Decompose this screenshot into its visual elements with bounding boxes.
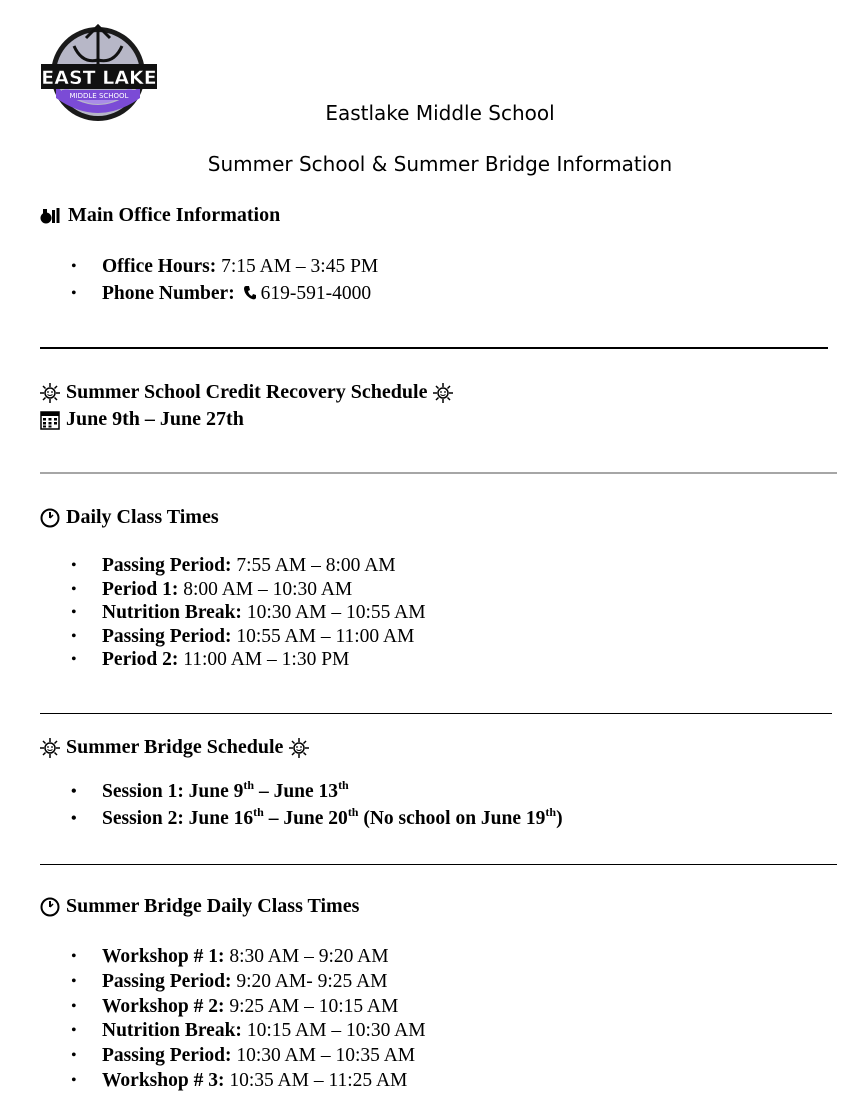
credit-recovery-heading	[40, 381, 453, 404]
logo-line1: EAST LAKE	[41, 67, 157, 89]
phone-icon	[243, 282, 257, 309]
list-item: • Nutrition Break: 10:15 AM – 10:30 AM	[63, 1019, 426, 1044]
clock-icon	[40, 508, 60, 528]
daily-heading	[40, 506, 219, 529]
bridge-heading-text: Summer Bridge Schedule	[66, 736, 284, 758]
list-item: • Workshop # 2: 9:25 AM – 10:15 AM	[63, 995, 426, 1020]
page-title: Eastlake Middle School	[325, 101, 555, 125]
divider	[40, 864, 837, 865]
sun-icon	[40, 383, 60, 403]
list-item: • Passing Period: 9:20 AM- 9:25 AM	[63, 970, 426, 995]
list-item: • Session 2: June 16th – June 20th (No school on June 19th)	[63, 805, 563, 832]
list-item: • Workshop # 3: 10:35 AM – 11:25 AM	[63, 1069, 426, 1094]
logo-line2: MIDDLE SCHOOL	[69, 92, 129, 100]
daily-heading-text: Daily Class Times	[66, 506, 219, 528]
list-item: • Passing Period: 7:55 AM – 8:00 AM	[63, 554, 426, 578]
calendar-icon	[40, 410, 60, 430]
divider	[40, 713, 832, 714]
sun-icon	[289, 738, 309, 758]
bridge-daily-list	[63, 945, 426, 1094]
list-item: • Passing Period: 10:30 AM – 10:35 AM	[63, 1044, 426, 1069]
list-item: • Period 2: 11:00 AM – 1:30 PM	[63, 648, 426, 672]
page-subtitle: Summer School & Summer Bridge Information	[207, 152, 673, 176]
divider	[40, 472, 837, 474]
list-item: • Office Hours: 7:15 AM – 3:45 PM	[63, 253, 378, 280]
list-item: • Session 1: June 9th – June 13th	[63, 778, 563, 805]
list-item: • Nutrition Break: 10:30 AM – 10:55 AM	[63, 601, 426, 625]
list-item: • Phone Number: 619-591-4000	[63, 280, 378, 309]
office-list	[63, 253, 378, 309]
bridge-daily-heading-text: Summer Bridge Daily Class Times	[66, 895, 360, 917]
sun-icon	[433, 383, 453, 403]
credit-recovery-dates-text: June 9th – June 27th	[66, 408, 244, 430]
office-heading	[40, 204, 280, 227]
sun-icon	[40, 738, 60, 758]
list-item: • Period 1: 8:00 AM – 10:30 AM	[63, 578, 426, 602]
bridge-heading	[40, 736, 309, 759]
credit-recovery-heading-text: Summer School Credit Recovery Schedule	[66, 381, 428, 403]
daily-list	[63, 554, 426, 672]
bridge-sessions-list	[63, 778, 563, 832]
list-item: • Passing Period: 10:55 AM – 11:00 AM	[63, 625, 426, 649]
office-heading-text: Main Office Information	[68, 204, 281, 226]
office-icon	[40, 207, 62, 225]
list-item: • Workshop # 1: 8:30 AM – 9:20 AM	[63, 945, 426, 970]
bridge-daily-heading	[40, 895, 359, 918]
credit-recovery-dates	[40, 408, 244, 431]
divider	[40, 347, 828, 349]
clock-icon	[40, 897, 60, 917]
